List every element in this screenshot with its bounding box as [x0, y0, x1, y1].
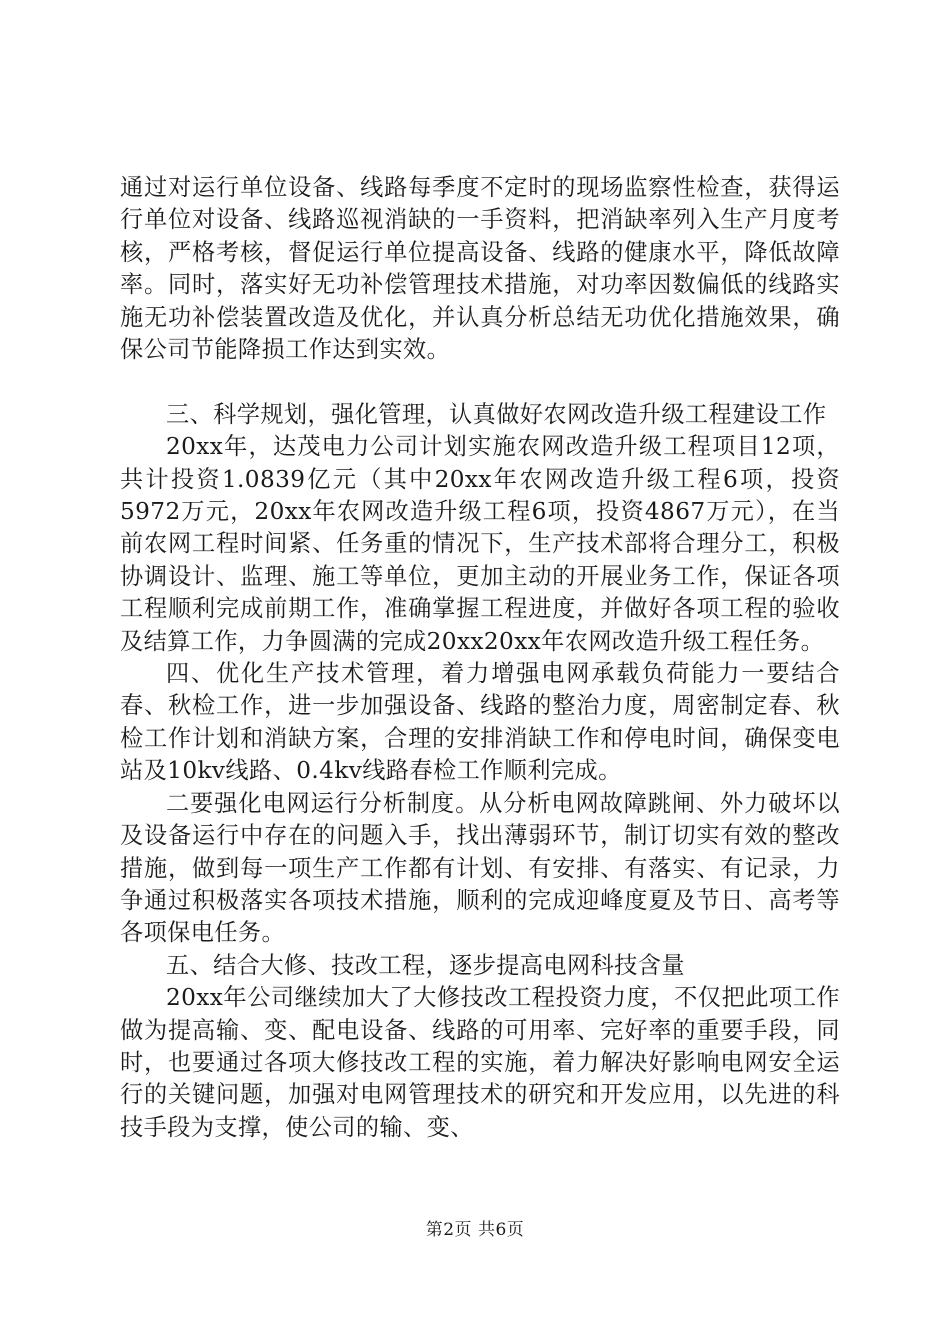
paragraph-rural-grid-investment: 20xx年，达茂电力公司计划实施农网改造升级工程项目12项，共计投资1.0839亿元（其中20xx年农网改造升级工程6项，投资5972万元，20xx年农网改造升级工程6项，投资4867万元），在当前农网工程时间紧、任务重的情况下，生产技术部将合理分工，积极协调设计、监理、施工等单位，更加主动的开展业务工作，保证各项工程顺利完成前期工作，准确掌握工程进度，并做好各项工程的验收及结算工作，力争圆满的完成20xx20xx年农网改造升级工程任务。	[120, 433, 840, 655]
paragraph-spacer	[120, 366, 840, 398]
paragraph-grid-operation-analysis: 二要强化电网运行分析制度。从分析电网故障跳闸、外力破坏以及设备运行中存在的问题入手，找出薄弱环节，制订切实有效的整改措施，做到每一项生产工作都有计划、有安排、有落实、有记录，力争通过积极落实各项技术措施，顺利的完成迎峰度夏及节日、高考等各项保电任务。	[120, 789, 840, 947]
paragraph-overhaul-investment: 20xx年公司继续加大了大修技改工程投资力度，不仅把此项工作做为提高输、变、配电设备、线路的可用率、完好率的重要手段，同时，也要通过各项大修技改工程的实施，着力解决好影响电网安全运行的关键问题，加强对电网管理技术的研究和开发应用，以先进的科技手段为支撑，使公司的输、变、	[120, 984, 840, 1141]
section-heading-rural-grid: 三、科学规划，强化管理，认真做好农网改造升级工程建设工作	[166, 400, 827, 428]
section-heading-production-management: 四、优化生产技术管理，着力增强电网承载负荷能力一要结合春、秋检工作，进一步加强设备、线路的整治力度，周密制定春、秋检工作计划和消缺方案，合理的安排消缺工作和停电时间，确保变电站及10kv线路、0.4kv线路春检工作顺利完成。	[120, 660, 840, 785]
section-heading-overhaul-upgrade: 五、结合大修、技改工程，逐步提高电网科技含量	[166, 951, 685, 979]
document-body	[120, 172, 840, 1144]
paragraph-inspection-summary: 通过对运行单位设备、线路每季度不定时的现场监察性检查，获得运行单位对设备、线路巡视消缺的一手资料，把消缺率列入生产月度考核，严格考核，督促运行单位提高设备、线路的健康水平，降低故障率。同时，落实好无功补偿管理技术措施，对功率因数偏低的线路实施无功补偿装置改造及优化，并认真分析总结无功优化措施效果，确保公司节能降损工作达到实效。	[120, 174, 840, 364]
page-number-footer: 第2页 共6页	[425, 1220, 525, 1240]
